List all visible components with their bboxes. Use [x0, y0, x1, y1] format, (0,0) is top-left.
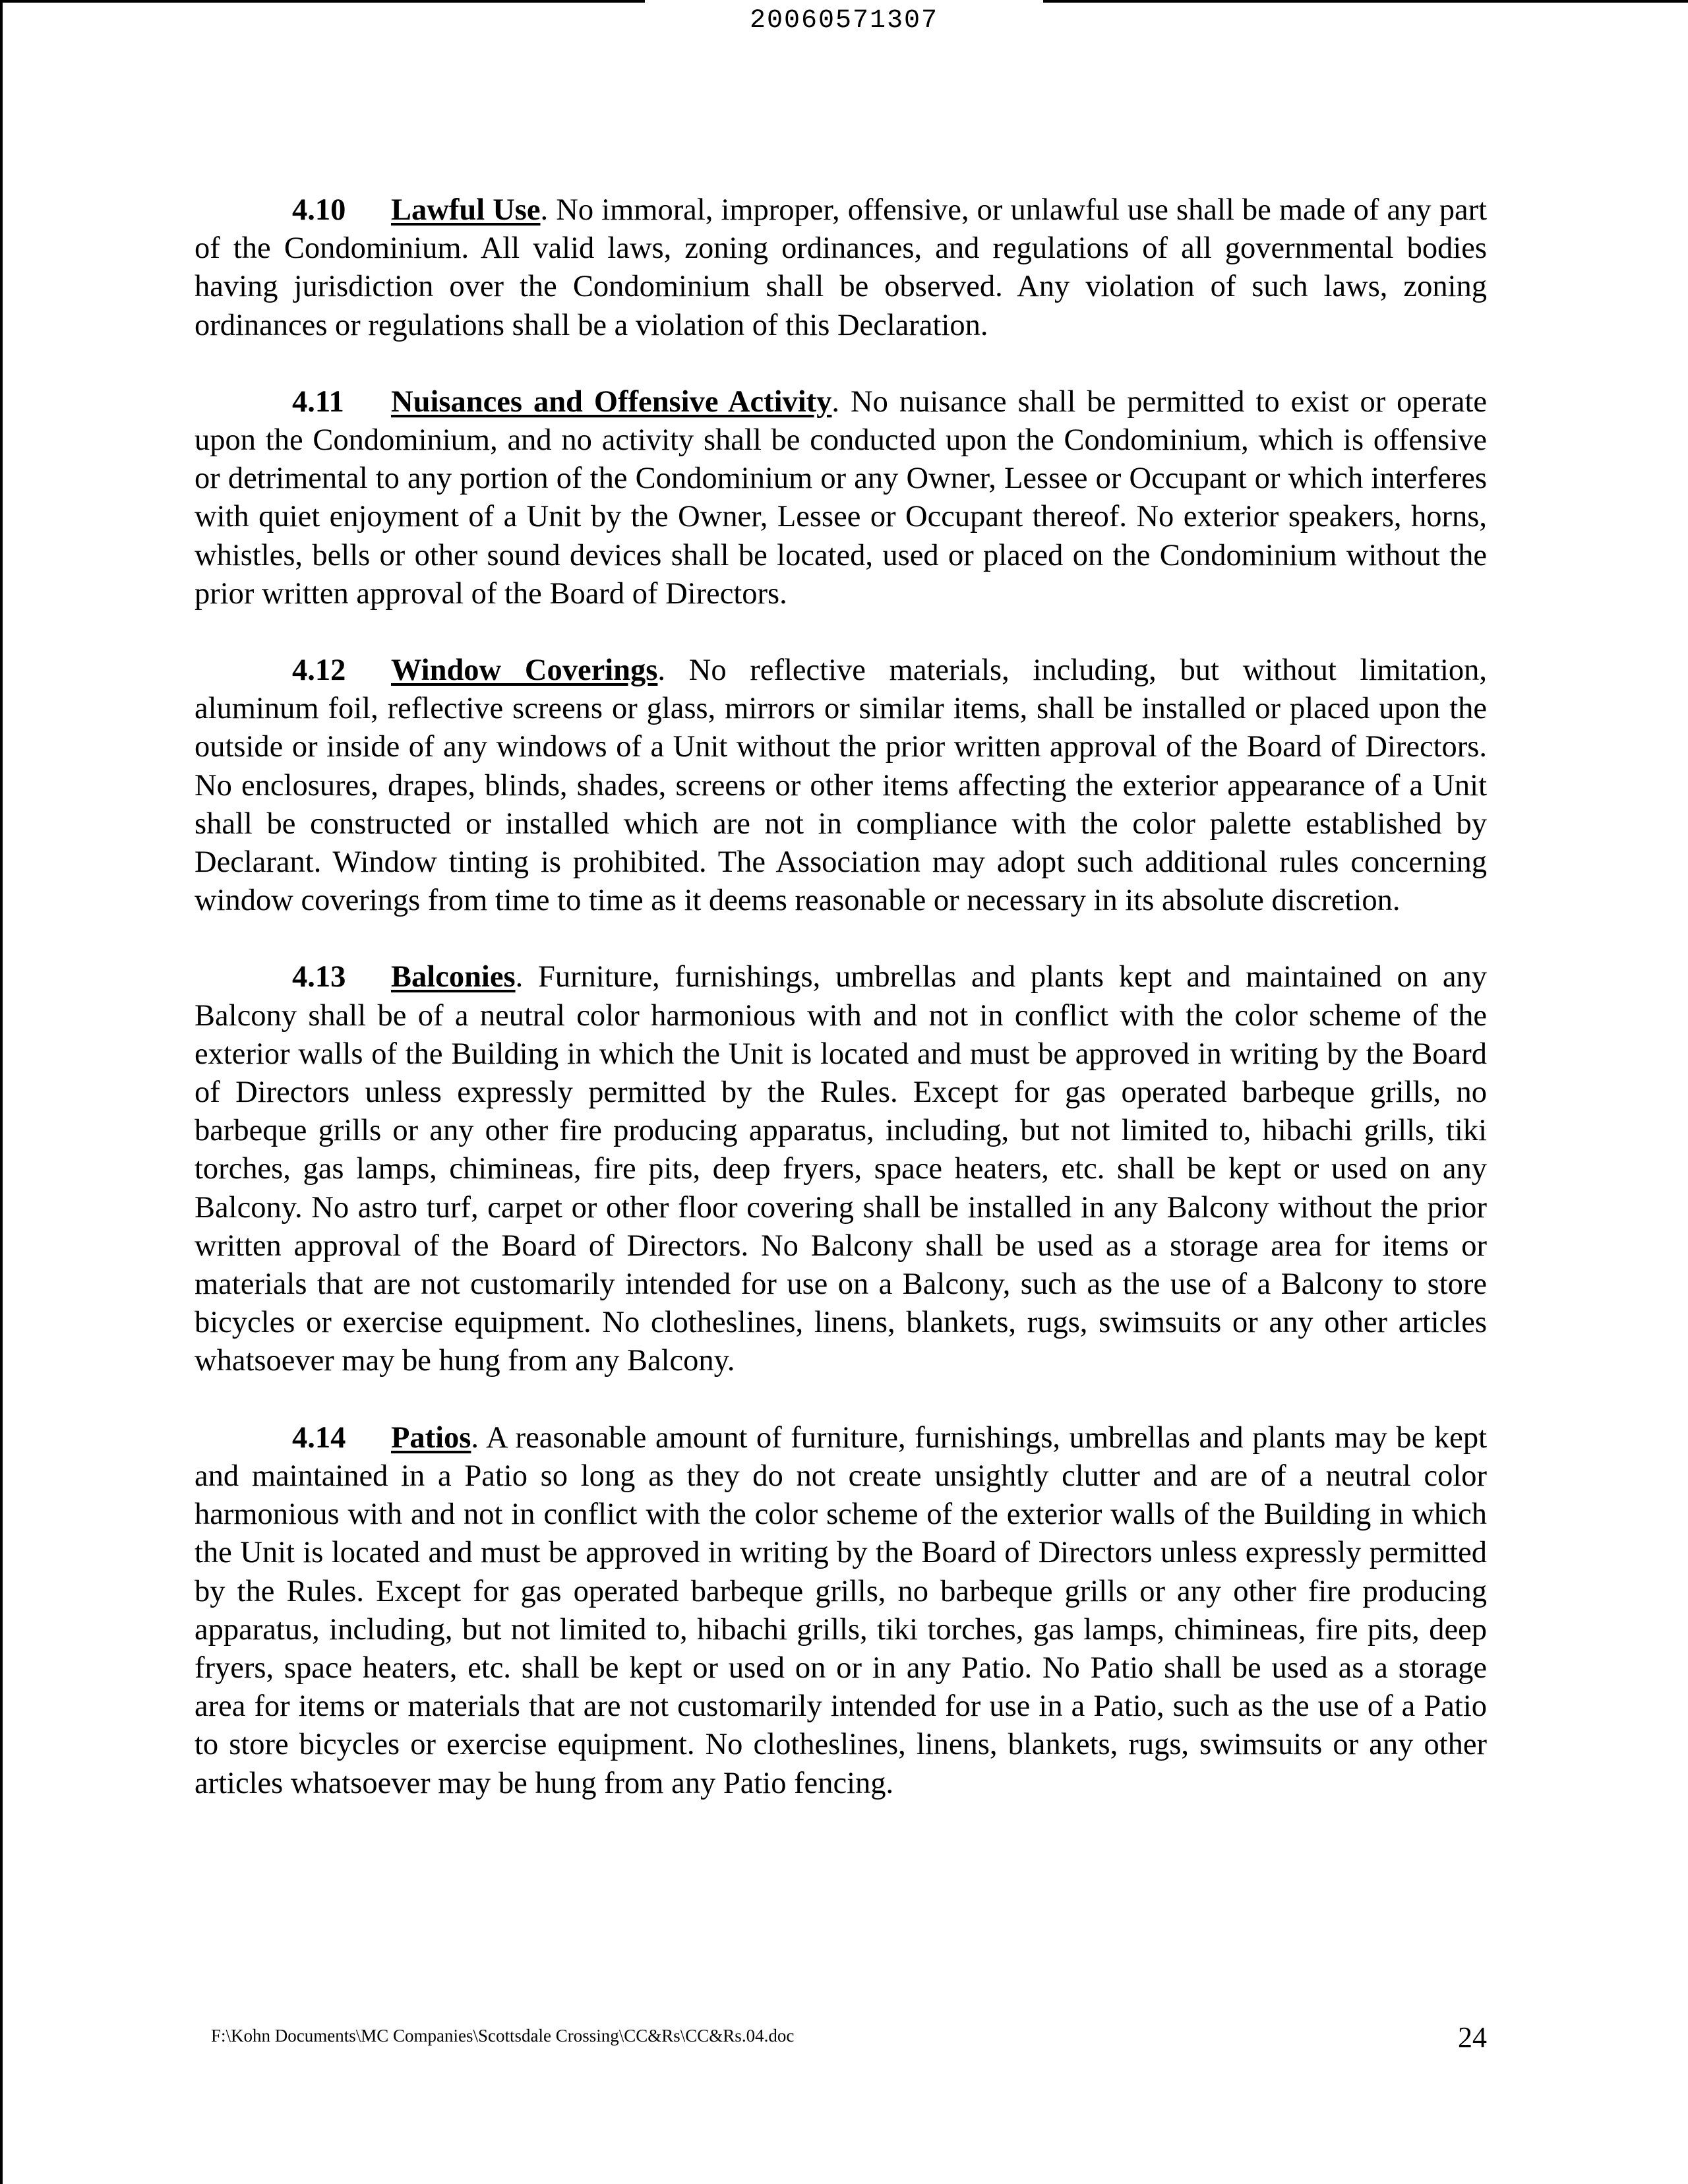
section-title: Nuisances and Offensive Activity [391, 384, 832, 419]
section-4-12: 4.12 Window Coverings. No reflective materials, including, but without limitation, aluminum foil, reflective screens or glass, mirrors or similar items, shall be installed or placed upon the outside or inside of any windows of a Unit without the prior written approval of the Board of Directors. No enclosures, drapes, blinds, shades, screens or other items affecting the exterior appearance of a Unit shall be constructed or installed which are not in compliance with the color palette established by Declarant. Window tinting is prohibited. The Association may adopt such additional rules concerning window coverings from time to time as it deems reasonable or necessary in its absolute discretion. [195, 652, 1487, 920]
section-number: 4.14 [292, 1420, 346, 1455]
section-text: No reflective materials, including, but without limitation, aluminum foil, reflective screens or glass, mirrors or similar items, shall be installed or placed upon the outside or inside of any windows of a Unit without the prior written approval of the Board of Directors. No enclosures, drapes, blinds, shades, screens or other items affecting the exterior appearance of a Unit shall be constructed or installed which are not in compliance with the color palette established by Declarant. Window tinting is prohibited. The Association may adopt such additional rules concerning window coverings from time to time as it deems reasonable or necessary in its absolute discretion. [195, 653, 1488, 918]
document-body [195, 191, 1487, 1841]
page-number: 24 [1458, 2021, 1487, 2053]
footer-file-path: F:\Kohn Documents\MC Companies\Scottsdale Crossing\CC&Rs\CC&Rs.04.doc [211, 2026, 795, 2046]
section-text: Furniture, furnishings, umbrellas and plants kept and maintained on any Balcony shall be of a neutral color harmonious with and not in conflict with the color scheme of the exterior walls of the Building in which the Unit is located and must be approved in writing by the Board of Directors unless expressly permitted by the Rules. Except for gas operated barbeque grills, no barbeque grills or any other fire producing apparatus, including, but not limited to, hibachi grills, tiki torches, gas lamps, chimineas, fire pits, deep fryers, space heaters, etc. shall be kept or used on any Balcony. No astro turf, carpet or other floor covering shall be installed in any Balcony without the prior written approval of the Board of Directors. No Balcony shall be used as a storage area for items or materials that are not customarily intended for use on a Balcony, such as the use of a Balcony to store bicycles or exercise equipment. No clotheslines, linens, blankets, rugs, swimsuits or any other articles whatsoever may be hung from any Balcony. [195, 960, 1488, 1378]
section-title: Patios [391, 1420, 471, 1455]
section-title: Balconies [391, 960, 516, 994]
document-number: 20060571307 [749, 6, 939, 36]
section-4-11: 4.11 Nuisances and Offensive Activity. No nuisance shall be permitted to exist or operate upon the Condominium, and no activity shall be conducted upon the Condominium, which is offensive or detrimental to any portion of the Condominium or any Owner, Lessee or Occupant or which interferes with quiet enjoyment of a Unit by the Owner, Lessee or Occupant thereof. No exterior speakers, horns, whistles, bells or other sound devices shall be located, used or placed on the Condominium without the prior written approval of the Board of Directors. [195, 383, 1487, 613]
section-4-10: 4.10 Lawful Use. No immoral, improper, offensive, or unlawful use shall be made of any part of the Condominium. All valid laws, zoning ordinances, and regulations of all governmental bodies having jurisdiction over the Condominium shall be observed. Any violation of such laws, zoning ordinances or regulations shall be a violation of this Declaration. [195, 191, 1487, 345]
section-title: Lawful Use [391, 193, 541, 227]
section-4-13: 4.13 Balconies. Furniture, furnishings, umbrellas and plants kept and maintained on any Balcony shall be of a neutral color harmonious with and not in conflict with the color scheme of the exterior walls of the Building in which the Unit is located and must be approved in writing by the Board of Directors unless expressly permitted by the Rules. Except for gas operated barbeque grills, no barbeque grills or any other fire producing apparatus, including, but not limited to, hibachi grills, tiki torches, gas lamps, chimineas, fire pits, deep fryers, space heaters, etc. shall be kept or used on any Balcony. No astro turf, carpet or other floor covering shall be installed in any Balcony without the prior written approval of the Board of Directors. No Balcony shall be used as a storage area for items or materials that are not customarily intended for use on a Balcony, such as the use of a Balcony to store bicycles or exercise equipment. No clotheslines, linens, blankets, rugs, swimsuits or any other articles whatsoever may be hung from any Balcony. [195, 958, 1487, 1380]
section-number: 4.12 [292, 653, 346, 688]
section-text: A reasonable amount of furniture, furnishings, umbrellas and plants may be kept and maintained in a Patio so long as they do not create unsightly clutter and are of a neutral color harmonious with and not in conflict with the color scheme of the exterior walls of the Building in which the Unit is located and must be approved in writing by the Board of Directors unless expressly permitted by the Rules. Except for gas operated barbeque grills, no barbeque grills or any other fire producing apparatus, including, but not limited to, hibachi grills, tiki torches, gas lamps, chimineas, fire pits, deep fryers, space heaters, etc. shall be kept or used on or in any Patio. No Patio shall be used as a storage area for items or materials that are not customarily intended for use in a Patio, such as the use of a Patio to store bicycles or exercise equipment. No clotheslines, linens, blankets, rugs, swimsuits or any other articles whatsoever may be hung from any Patio fencing. [195, 1420, 1487, 1800]
section-text: No immoral, improper, offensive, or unlawful use shall be made of any part of the Condominium. All valid laws, zoning ordinances, and regulations of all governmental bodies having jurisdiction over the Condominium shall be observed. Any violation of such laws, zoning ordinances or regulations shall be a violation of this Declaration. [195, 193, 1488, 342]
section-number: 4.13 [292, 960, 346, 994]
section-text: No nuisance shall be permitted to exist or operate upon the Condominium, and no activity shall be conducted upon the Condominium, which is offensive or detrimental to any portion of the Condominium or any Owner, Lessee or Occupant or which interferes with quiet enjoyment of a Unit by the Owner, Lessee or Occupant thereof. No exterior speakers, horns, whistles, bells or other sound devices shall be located, used or placed on the Condominium without the prior written approval of the Board of Directors. [195, 384, 1487, 611]
section-number: 4.10 [292, 193, 346, 227]
section-number: 4.11 [292, 384, 344, 419]
section-title: Window Coverings [391, 653, 658, 688]
page-border-left [0, 0, 3, 2184]
section-4-14: 4.14 Patios. A reasonable amount of furniture, furnishings, umbrellas and plants may be kept and maintained in a Patio so long as they do not create unsightly clutter and are of a neutral color harmonious with and not in conflict with the color scheme of the exterior walls of the Building in which the Unit is located and must be approved in writing by the Board of Directors unless expressly permitted by the Rules. Except for gas operated barbeque grills, no barbeque grills or any other fire producing apparatus, including, but not limited to, hibachi grills, tiki torches, gas lamps, chimineas, fire pits, deep fryers, space heaters, etc. shall be kept or used on or in any Patio. No Patio shall be used as a storage area for items or materials that are not customarily intended for use in a Patio, such as the use of a Patio to store bicycles or exercise equipment. No clotheslines, linens, blankets, rugs, swimsuits or any other articles whatsoever may be hung from any Patio fencing. [195, 1419, 1487, 1803]
